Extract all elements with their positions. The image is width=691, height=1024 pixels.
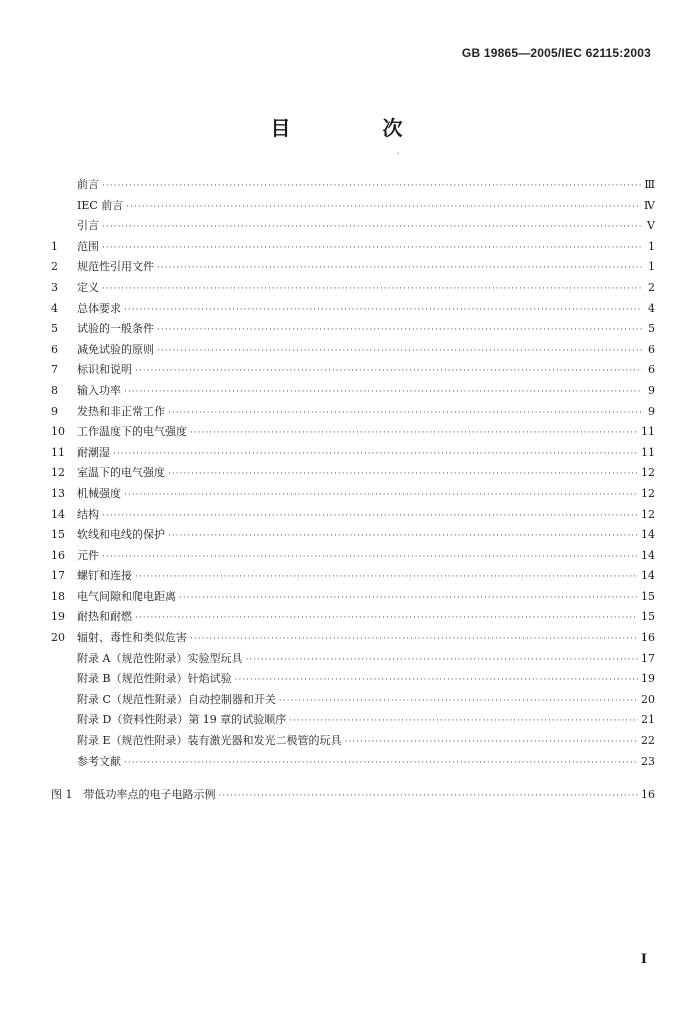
toc-entry-row[interactable]: [51, 547, 655, 568]
toc-entry-page-number: 5: [648, 322, 655, 336]
toc-entry-label: 附录 A（规范性附录）实验型玩具: [77, 651, 243, 665]
toc-entry-row[interactable]: [51, 197, 655, 218]
toc-entry-row[interactable]: [51, 258, 655, 279]
toc-entry-page-number: Ⅳ: [644, 198, 655, 212]
toc-entry-number: 4: [51, 301, 58, 315]
toc-entry-page-number: 12: [641, 486, 655, 500]
toc-entry-label: 螺钉和连接: [77, 569, 132, 583]
toc-entry-page-number: 14: [641, 548, 655, 562]
toc-entry-leader-dots: [345, 737, 638, 747]
toc-entry-page-number: 9: [648, 404, 655, 418]
scan-mark: ˎ: [397, 145, 400, 154]
toc-entry-row[interactable]: [51, 444, 655, 465]
page-title: 目 次: [270, 116, 439, 140]
toc-entry-label: 软线和电线的保护: [77, 528, 165, 542]
toc-entry-label: 结构: [77, 507, 99, 521]
toc-entry-label: 元件: [77, 548, 99, 562]
toc-entry-leader-dots: [102, 511, 638, 521]
toc-entry-row[interactable]: [51, 485, 655, 506]
toc-entry-leader-dots: [102, 243, 642, 253]
toc-entry-label: 附录 C（规范性附录）自动控制器和开关: [77, 692, 276, 706]
toc-entry-leader-dots: [124, 305, 642, 315]
toc-entry-row[interactable]: [51, 217, 655, 238]
toc-entry-label: 范围: [77, 239, 99, 253]
toc-entry-leader-dots: [289, 716, 638, 726]
toc-entry-label: 辐射、毒性和类似危害: [77, 631, 187, 645]
toc-entry-row[interactable]: [51, 567, 655, 588]
toc-entry-row[interactable]: [51, 650, 655, 671]
toc-entry-page-number: 17: [641, 651, 655, 665]
toc-entry-row[interactable]: [51, 506, 655, 527]
toc-entry-label: 标识和说明: [77, 363, 132, 377]
toc-entry-label: IEC 前言: [77, 198, 124, 212]
toc-entry-leader-dots: [235, 675, 638, 685]
toc-entry-label: 机械强度: [77, 486, 121, 500]
toc-entry-page-number: 12: [641, 466, 655, 480]
toc-entry-number: 8: [51, 383, 58, 397]
toc-entry-leader-dots: [113, 449, 638, 459]
toc-entry-row[interactable]: [51, 279, 655, 300]
toc-entry-leader-dots: [190, 428, 638, 438]
figure-entry-leader-dots: [219, 791, 639, 801]
toc-entry-row[interactable]: [51, 732, 655, 753]
toc-entry-label: 耐热和耐燃: [77, 610, 132, 624]
toc-entry-page-number: 6: [648, 342, 655, 356]
toc-entry-number: 15: [51, 528, 65, 542]
toc-entry-page-number: 19: [641, 672, 655, 686]
toc-entry-row[interactable]: [51, 526, 655, 547]
toc-entry-leader-dots: [279, 696, 638, 706]
toc-entry-page-number: 16: [641, 631, 655, 645]
toc-entry-number: 7: [51, 363, 58, 377]
toc-entry-label: 减免试验的原则: [77, 342, 154, 356]
toc-entry-number: 17: [51, 569, 65, 583]
toc-entry-number: 14: [51, 507, 65, 521]
page-number: I: [640, 952, 647, 967]
toc-entry-row[interactable]: [51, 588, 655, 609]
figure-entry-page-number: 16: [641, 788, 655, 801]
toc-entry-page-number: Ⅴ: [647, 219, 655, 233]
toc-entry-page-number: 22: [641, 734, 655, 748]
toc-entry-leader-dots: [135, 572, 638, 582]
toc-entry-row[interactable]: [51, 382, 655, 403]
toc-entry-row[interactable]: [51, 629, 655, 650]
toc-entry-row[interactable]: [51, 238, 655, 259]
toc-entry-leader-dots: [168, 408, 642, 418]
toc-entry-label: 总体要求: [77, 301, 121, 315]
toc-entry-row[interactable]: [51, 341, 655, 362]
toc-entry-number: 18: [51, 589, 65, 603]
toc-entry-row[interactable]: [51, 423, 655, 444]
toc-entry-label: 参考文献: [77, 754, 121, 768]
toc-entry-label: 输入功率: [77, 383, 121, 397]
toc-entry-label: 工作温度下的电气强度: [77, 425, 187, 439]
toc-entry-page-number: 2: [648, 280, 655, 294]
toc-entry-leader-dots: [190, 634, 638, 644]
toc-entry-leader-dots: [102, 284, 642, 294]
toc-entry-label: 定义: [77, 280, 99, 294]
toc-entry-number: 11: [51, 445, 65, 459]
toc-entry-leader-dots: [168, 469, 638, 479]
toc-entry-page-number: 4: [648, 301, 655, 315]
toc-entry-row[interactable]: [51, 670, 655, 691]
toc-entry-number: 1: [51, 239, 58, 253]
toc-entry-leader-dots: [157, 263, 642, 273]
toc-entry-label: 前言: [77, 178, 99, 191]
toc-entry-page-number: 11: [641, 445, 655, 459]
toc-entry-row[interactable]: [51, 300, 655, 321]
toc-entry-leader-dots: [245, 655, 638, 665]
toc-entry-page-number: 11: [641, 425, 655, 439]
toc-entry-row[interactable]: [51, 361, 655, 382]
toc-entry-number: 3: [51, 280, 58, 294]
toc-entry-leader-dots: [102, 181, 641, 191]
toc-entry-page-number: 14: [641, 528, 655, 542]
toc-entry-page-number: 6: [648, 363, 655, 377]
toc-entry-page-number: 15: [641, 610, 655, 624]
toc-entry-row[interactable]: [51, 464, 655, 485]
toc-entry-page-number: 1: [648, 239, 655, 253]
toc-entry-page-number: 1: [648, 260, 655, 274]
toc-entry-leader-dots: [179, 593, 638, 603]
toc-entry-row[interactable]: [51, 176, 655, 197]
toc-entry-leader-dots: [157, 325, 642, 335]
figure-entry-row[interactable]: [51, 786, 655, 807]
toc-entry-leader-dots: [102, 222, 642, 232]
toc-entry-label: 附录 E（规范性附录）装有激光器和发光二极管的玩具: [77, 734, 342, 748]
standard-number-header: GB 19865—2005/IEC 62115:2003: [461, 46, 651, 60]
toc-entry-label: 耐潮湿: [77, 445, 110, 459]
toc-entry-number: 2: [51, 260, 58, 274]
toc-entry-label: 附录 D（资料性附录）第 19 章的试验顺序: [77, 713, 287, 727]
toc-entry-number: 13: [51, 486, 65, 500]
toc-entry-leader-dots: [124, 490, 638, 500]
toc-entry-label: 引言: [77, 219, 99, 233]
toc-entry-row[interactable]: [51, 608, 655, 629]
toc-entry-page-number: 23: [641, 754, 655, 768]
toc-entry-number: 9: [51, 404, 58, 418]
toc-entry-leader-dots: [168, 531, 638, 541]
toc-entry-leader-dots: [126, 202, 641, 212]
toc-entry-label: 室温下的电气强度: [77, 466, 165, 480]
figure-entry-label: 图 1 带低功率点的电子电路示例: [51, 788, 216, 801]
toc-entry-leader-dots: [102, 552, 638, 562]
toc-entry-leader-dots: [135, 366, 642, 376]
toc-entry-row[interactable]: [51, 320, 655, 341]
toc-entry-number: 19: [51, 610, 65, 624]
toc-entry-page-number: 21: [641, 713, 655, 727]
toc-entry-row[interactable]: [51, 403, 655, 424]
toc-entry-page-number: Ⅲ: [644, 178, 655, 191]
table-of-contents: [51, 176, 655, 773]
toc-entry-page-number: 15: [641, 589, 655, 603]
toc-entry-label: 规范性引用文件: [77, 260, 154, 274]
toc-entry-page-number: 9: [648, 383, 655, 397]
toc-entry-number: 6: [51, 342, 58, 356]
toc-entry-row[interactable]: [51, 691, 655, 712]
toc-entry-number: 20: [51, 631, 65, 645]
toc-entry-label: 发热和非正常工作: [77, 404, 165, 418]
toc-entry-label: 电气间隙和爬电距离: [77, 589, 176, 603]
toc-entry-row[interactable]: [51, 753, 655, 774]
toc-entry-leader-dots: [135, 613, 638, 623]
toc-entry-label: 附录 B（规范性附录）针焰试验: [77, 672, 232, 686]
toc-entry-page-number: 14: [641, 569, 655, 583]
toc-entry-leader-dots: [157, 346, 642, 356]
toc-entry-page-number: 20: [641, 692, 655, 706]
toc-entry-leader-dots: [124, 758, 638, 768]
toc-entry-page-number: 12: [641, 507, 655, 521]
toc-entry-number: 10: [51, 425, 65, 439]
toc-entry-label: 试验的一般条件: [77, 322, 154, 336]
toc-entry-row[interactable]: [51, 711, 655, 732]
toc-entry-number: 5: [51, 322, 58, 336]
figure-list: [51, 786, 655, 807]
toc-entry-number: 12: [51, 466, 65, 480]
toc-entry-leader-dots: [124, 387, 642, 397]
toc-entry-number: 16: [51, 548, 65, 562]
